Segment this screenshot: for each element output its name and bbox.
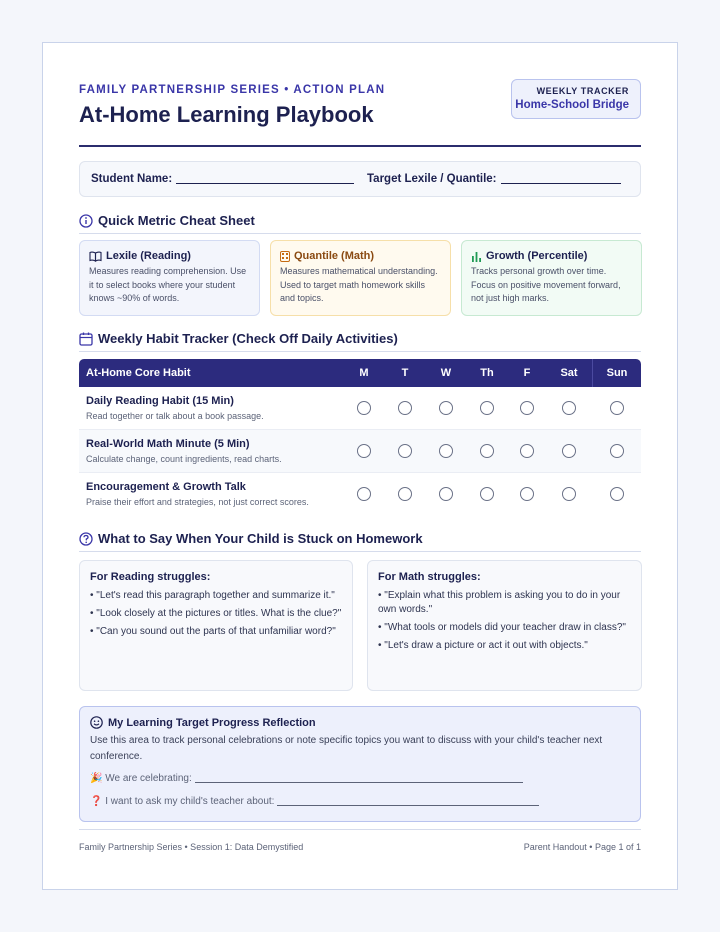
weekly-tracker-badge bbox=[511, 79, 641, 119]
check-circle-mon[interactable] bbox=[357, 401, 371, 415]
check-circle-thu[interactable] bbox=[480, 444, 494, 458]
habit-title: Daily Reading Habit (15 Min) bbox=[86, 395, 234, 407]
student-name-field[interactable] bbox=[91, 173, 354, 185]
question-circle-icon bbox=[79, 532, 93, 546]
check-circle-fri[interactable] bbox=[520, 401, 534, 415]
badge-label: WEEKLY TRACKER bbox=[536, 86, 629, 96]
check-circle-thu[interactable] bbox=[480, 487, 494, 501]
habit-column-header: At-Home Core Habit bbox=[86, 367, 191, 379]
day-header-tue: T bbox=[401, 367, 409, 379]
footer-left: Family Partnership Series • Session 1: Data Demystified bbox=[79, 842, 304, 852]
table-row-reading bbox=[79, 387, 641, 430]
celebrating-field[interactable] bbox=[90, 773, 523, 784]
list-item: • "Explain what this problem is asking you to do in your own words." bbox=[378, 590, 621, 615]
day-header-sat: Sat bbox=[560, 367, 578, 379]
day-header-fri: F bbox=[523, 367, 531, 379]
stuck-section-heading bbox=[79, 530, 641, 552]
habit-subtitle: Read together or talk about a book passage. bbox=[86, 411, 264, 421]
series-label: FAMILY PARTNERSHIP SERIES • ACTION PLAN bbox=[79, 84, 386, 96]
day-header-thu: Th bbox=[480, 367, 494, 379]
lexile-card bbox=[79, 240, 260, 316]
target-lexile-field[interactable] bbox=[367, 173, 621, 185]
ask-teacher-blank[interactable] bbox=[277, 805, 539, 806]
check-circle-fri[interactable] bbox=[520, 487, 534, 501]
student-info-box bbox=[79, 161, 641, 197]
page-title: At-Home Learning Playbook bbox=[79, 102, 374, 127]
student-name-label: Student Name: bbox=[91, 173, 173, 185]
check-circle-wed[interactable] bbox=[439, 444, 453, 458]
check-circle-wed[interactable] bbox=[439, 487, 453, 501]
quantile-card-title: Quantile (Math) bbox=[294, 250, 375, 262]
reading-struggles-title: For Reading struggles: bbox=[90, 571, 211, 583]
habit-subtitle: Calculate change, count ingredients, read charts. bbox=[86, 454, 282, 464]
bar-chart-icon bbox=[471, 251, 482, 262]
habit-title: Encouragement & Growth Talk bbox=[86, 481, 246, 493]
check-circle-sat[interactable] bbox=[562, 401, 576, 415]
tracker-heading-text: Weekly Habit Tracker (Check Off Daily Activities) bbox=[98, 331, 398, 346]
table-row-math bbox=[79, 430, 641, 473]
smiley-icon bbox=[90, 716, 103, 729]
metrics-section-heading bbox=[79, 212, 641, 234]
list-item: • "Can you sound out the parts of that unfamiliar word?" bbox=[90, 626, 336, 637]
check-circle-fri[interactable] bbox=[520, 444, 534, 458]
growth-card-body: Tracks personal growth over time. Focus on positive movement forward, not just high marks. bbox=[471, 266, 621, 303]
check-circle-sun[interactable] bbox=[610, 487, 624, 501]
footer-divider bbox=[79, 829, 641, 830]
badge-subtitle: Home-School Bridge bbox=[515, 99, 629, 111]
check-circle-thu[interactable] bbox=[480, 401, 494, 415]
habit-subtitle: Praise their effort and strategies, not just correct scores. bbox=[86, 497, 309, 507]
calendar-icon bbox=[79, 332, 93, 346]
ask-teacher-field[interactable] bbox=[90, 796, 539, 807]
check-circle-tue[interactable] bbox=[398, 444, 412, 458]
day-header-sun: Sun bbox=[606, 367, 628, 379]
list-item: • "Look closely at the pictures or titles. What is the clue?" bbox=[90, 608, 342, 619]
tracker-table-header bbox=[79, 359, 641, 387]
reflection-body: Use this area to track personal celebrations or note specific topics you want to discuss with your child's teacher next conference. bbox=[90, 735, 603, 762]
celebrating-blank[interactable] bbox=[195, 782, 523, 783]
lexile-card-title: Lexile (Reading) bbox=[106, 250, 191, 262]
check-circle-sun[interactable] bbox=[610, 401, 624, 415]
growth-card-title: Growth (Percentile) bbox=[486, 250, 588, 262]
quantile-card bbox=[270, 240, 451, 316]
math-struggles-title: For Math struggles: bbox=[378, 571, 481, 583]
check-circle-sat[interactable] bbox=[562, 487, 576, 501]
habit-title: Real-World Math Minute (5 Min) bbox=[86, 438, 250, 450]
reflection-box bbox=[79, 706, 641, 822]
quantile-card-body: Measures mathematical understanding. Used to target math homework skills and topics. bbox=[280, 266, 438, 303]
check-circle-mon[interactable] bbox=[357, 487, 371, 501]
tracker-section-heading bbox=[79, 330, 641, 352]
check-circle-sun[interactable] bbox=[610, 444, 624, 458]
calculator-icon bbox=[280, 251, 290, 262]
handout-page bbox=[42, 42, 678, 890]
day-header-wed: W bbox=[440, 367, 452, 379]
table-row-encouragement bbox=[79, 473, 641, 516]
info-icon bbox=[79, 214, 93, 228]
student-name-blank[interactable] bbox=[176, 183, 354, 184]
check-circle-tue[interactable] bbox=[398, 401, 412, 415]
stuck-heading-text: What to Say When Your Child is Stuck on Homework bbox=[98, 531, 423, 546]
footer-right: Parent Handout • Page 1 of 1 bbox=[523, 842, 641, 852]
reflection-title: My Learning Target Progress Reflection bbox=[108, 716, 316, 729]
target-lexile-blank[interactable] bbox=[501, 183, 621, 184]
reading-struggles-box bbox=[79, 560, 353, 691]
list-item: • "What tools or models did your teacher draw in class?" bbox=[378, 622, 626, 633]
weekend-divider bbox=[592, 359, 593, 387]
check-circle-mon[interactable] bbox=[357, 444, 371, 458]
check-circle-wed[interactable] bbox=[439, 401, 453, 415]
math-struggles-box bbox=[367, 560, 642, 691]
metrics-heading-text: Quick Metric Cheat Sheet bbox=[98, 213, 255, 228]
target-lexile-label: Target Lexile / Quantile: bbox=[367, 173, 497, 185]
check-circle-sat[interactable] bbox=[562, 444, 576, 458]
list-item: • "Let's draw a picture or act it out with objects." bbox=[378, 640, 588, 651]
header-divider bbox=[79, 145, 641, 147]
list-item: • "Let's read this paragraph together and summarize it." bbox=[90, 590, 335, 601]
celebrating-label: 🎉 We are celebrating: bbox=[90, 773, 192, 784]
lexile-card-body: Measures reading comprehension. Use it to select books where your student knows ~90% of words. bbox=[89, 266, 247, 303]
growth-card bbox=[461, 240, 642, 316]
book-icon bbox=[89, 251, 102, 262]
check-circle-tue[interactable] bbox=[398, 487, 412, 501]
day-header-mon: M bbox=[359, 367, 369, 379]
ask-teacher-label: ❓ I want to ask my child's teacher about: bbox=[90, 796, 275, 807]
